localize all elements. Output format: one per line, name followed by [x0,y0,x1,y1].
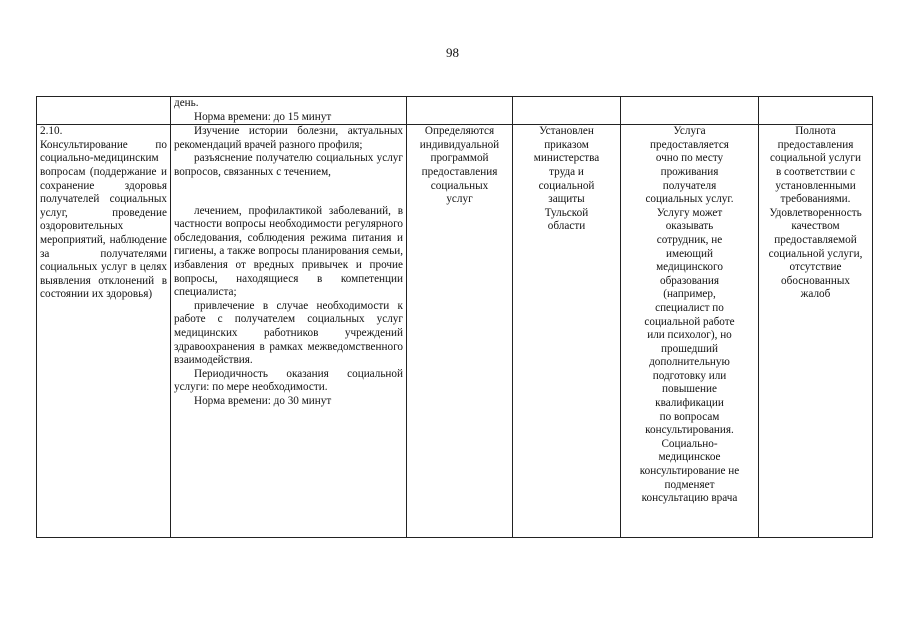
service-volume-cell: Определяются индивидуальной программой предоставления социальных услуг [407,125,513,538]
service-row [37,125,873,538]
cont-line-1: день. [174,97,199,109]
services-table [36,96,873,538]
cont-line-2: Норма времени: до 15 минут [194,110,332,123]
desc-paragraph-6: Норма времени: до 30 минут [194,394,332,407]
service-description-cell [171,125,407,538]
desc-paragraph-2: разъяснение получателю социальных услуг вопросов, связанных с течением, [174,152,403,178]
cont-cell-name [37,97,171,125]
cont-cell-quality [759,97,873,125]
service-conditions-cell: Услуга предоставляется очно по месту проживания получателя социальных услуг. Услугу может оказывать сотрудник, не имеющий медицинского образования (например, специалист по социальной работе или психолог), но прошедший дополнительную подготовку или повышение квалификации по вопросам консультирования. Социально- медицинское консультирование не подменяет консультацию врача [621,125,759,538]
service-tariff-cell: Установлен приказом министерства труда и социальной защиты Тульской области [513,125,621,538]
service-name-cell: 2.10. Консультирование по социально-медицинским вопросам (поддержание и сохранение здоровья получателей социальных услуг, проведение оздоровительных мероприятий, наблюдение за получателями социальных услуг в целях выявления отклонений в состоянии их здоровья) [37,125,171,538]
desc-paragraph-3: лечением, профилактикой заболеваний, в частности вопросы необходимости регулярного обследования, соблюдения режима питания и гигиены, а также вопросы планирования семьи, избавления от вредных привычек и прочие вопросы, находящиеся в компетенции специалиста; [174,204,403,299]
cont-cell-description [171,97,407,125]
cont-cell-volume [407,97,513,125]
desc-paragraph-1: Изучение истории болезни, актуальных рекомендаций врачей разного профиля; [174,125,403,151]
cont-cell-tariff [513,97,621,125]
desc-paragraph-4: привлечение в случае необходимости к работе с получателем социальных услуг медицинских работников учреждений здравоохранения в рамках межведомственного взаимодействия. [174,299,403,367]
service-quality-cell: Полнота предоставления социальной услуги в соответствии с установленными требованиями. Удовлетворенность качеством предоставляемой социальной услуги, отсутствие обоснованных жалоб [759,125,873,538]
cont-cell-conditions [621,97,759,125]
desc-paragraph-5: Периодичность оказания социальной услуги: по мере необходимости. [174,367,403,394]
page-number: 98 [446,45,459,60]
continuation-row [37,97,873,125]
